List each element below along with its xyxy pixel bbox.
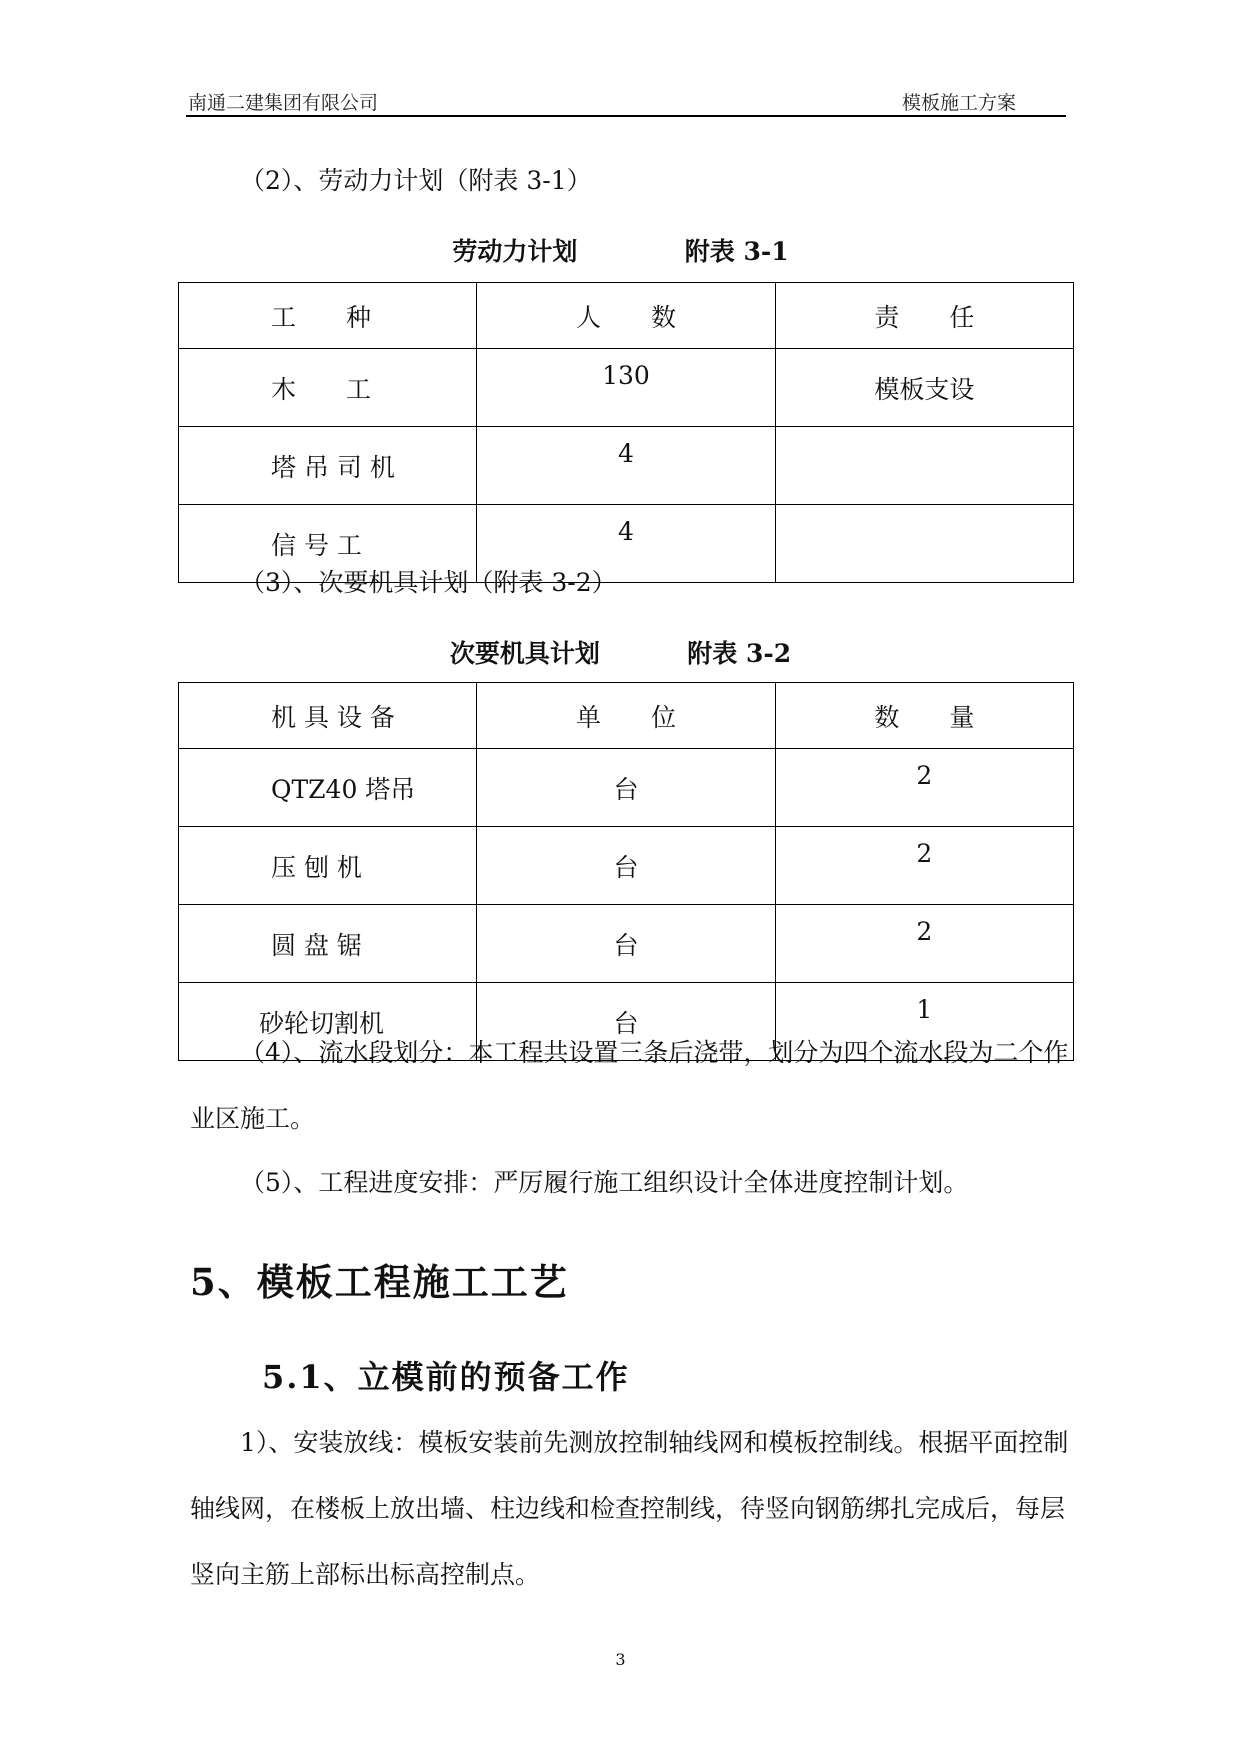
table1-caption	[0, 232, 1241, 268]
table-cell: 砂轮切割机	[179, 983, 477, 1061]
table2-caption-ref: 附表 3-2	[687, 639, 792, 668]
table-cell: 圆 盘 锯	[179, 905, 477, 983]
paragraph-flow-sections: （4）、流水段划分：本工程共设置三条后浇带，划分为四个流水段为二个作业区施工。	[190, 1038, 1069, 1133]
table-cell: 塔 吊 司 机	[179, 427, 477, 505]
header-company: 南通二建集团有限公司	[188, 92, 379, 114]
header-cell: 人 数	[477, 283, 775, 349]
table-header-row	[179, 683, 1074, 749]
table-cell: 台	[477, 983, 775, 1061]
table-row	[179, 905, 1074, 983]
table-cell: 台	[477, 905, 775, 983]
table-row	[179, 749, 1074, 827]
table-cell: 压 刨 机	[179, 827, 477, 905]
table1-caption-ref: 附表 3-1	[684, 237, 789, 266]
header-cell: 责 任	[775, 283, 1073, 349]
header-cell: 数 量	[775, 683, 1073, 749]
heading-section-5: 5、模板工程施工工艺	[190, 1260, 569, 1304]
table-cell: 2	[775, 905, 1073, 983]
table-cell: 1	[775, 983, 1073, 1061]
table-cell: 台	[477, 827, 775, 905]
table-cell: 130	[477, 349, 775, 427]
paragraph-schedule: （5）、工程进度安排：严厉履行施工组织设计全体进度控制计划。	[240, 1168, 969, 1197]
table-cell: QTZ40 塔吊	[179, 749, 477, 827]
table2-caption-title: 次要机具计划	[449, 639, 600, 668]
header-cell: 机 具 设 备	[179, 683, 477, 749]
paragraph-setting-out: 1）、安装放线：模板安装前先测放控制轴线网和模板控制线。根据平面控制轴线网，在楼板上放出墙、柱边线和检查控制线，待竖向钢筋绑扎完成后，每层竖向主筋上部标出标高控制点。	[190, 1428, 1069, 1589]
table-cell: 2	[775, 827, 1073, 905]
table-cell: 信 号 工	[179, 505, 477, 583]
table-cell: 台	[477, 749, 775, 827]
table-cell: 4	[477, 505, 775, 583]
equipment-plan-table	[178, 682, 1074, 1061]
paragraph-equipment-plan: （3）、次要机具计划（附表 3-2）	[240, 568, 617, 597]
table-cell: 木 工	[179, 349, 477, 427]
header-doc-title: 模板施工方案	[902, 92, 1017, 114]
labor-plan-table	[178, 282, 1074, 583]
header-cell: 单 位	[477, 683, 775, 749]
table-cell	[775, 427, 1073, 505]
table-cell: 4	[477, 427, 775, 505]
table-row	[179, 349, 1074, 427]
table-row	[179, 827, 1074, 905]
table1-caption-title: 劳动力计划	[452, 237, 578, 266]
paragraph-labor-plan: （2）、劳动力计划（附表 3-1）	[240, 166, 592, 195]
header-cell: 工 种	[179, 283, 477, 349]
table2-caption	[0, 634, 1241, 670]
table-cell: 2	[775, 749, 1073, 827]
header-rule	[186, 115, 1066, 117]
table-row	[179, 427, 1074, 505]
heading-section-5-1: 5.1、立模前的预备工作	[262, 1358, 630, 1396]
page-number: 3	[615, 1650, 626, 1669]
table-header-row	[179, 283, 1074, 349]
table-cell: 模板支设	[775, 349, 1073, 427]
